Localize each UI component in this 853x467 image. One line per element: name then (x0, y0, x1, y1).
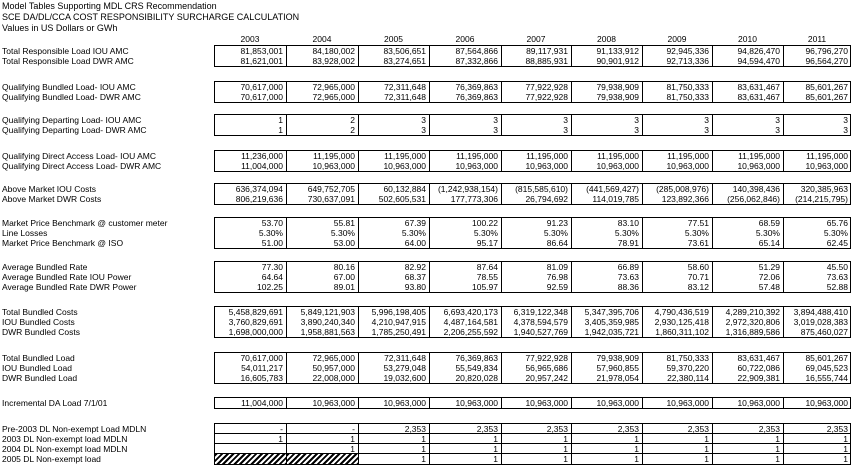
table-cell: 3 (493, 115, 498, 125)
table-cell: 83,506,651 (383, 46, 426, 56)
table-cell: 5.30% (614, 228, 639, 238)
table-cell: 3 (563, 125, 568, 135)
table-cell: 123,892,366 (661, 194, 709, 204)
table-cell: 5.30% (755, 228, 780, 238)
table-cell: 1 (775, 454, 780, 464)
table-cell: 72.06 (758, 272, 780, 282)
table-cell: 1 (421, 444, 426, 454)
table-cell: 1 (278, 115, 283, 125)
table-cell: 2,353 (546, 424, 568, 434)
table-cell: 2,353 (617, 424, 639, 434)
table-cell: 62.45 (826, 238, 848, 248)
table-cell: 77,922,928 (525, 353, 568, 363)
table-cell: (214,215,795) (795, 194, 848, 204)
table-cell: 64.00 (404, 238, 426, 248)
table-cell: (441,569,427) (586, 184, 639, 194)
table-cell: 53.00 (333, 238, 355, 248)
row-label: Pre-2003 DL Non-exempt Load MDLN (2, 424, 147, 434)
table-cell: 5,347,395,706 (584, 307, 639, 317)
table-cell: 1 (421, 454, 426, 464)
table-cell: 1 (563, 454, 568, 464)
table-cell: 10,963,000 (737, 161, 780, 171)
table-cell: 77,922,928 (525, 92, 568, 102)
table-cell: 81,853,001 (240, 46, 283, 56)
table-cell: 5.30% (258, 228, 283, 238)
table-cell: 55,549,834 (455, 363, 498, 373)
table-cell: 57.48 (758, 282, 780, 292)
table-cell: 3 (634, 125, 639, 135)
table-cell: 58.60 (687, 262, 709, 272)
table-cell: 91,133,912 (596, 46, 639, 56)
table-cell: 68.59 (758, 218, 780, 228)
table-cell: 91.23 (546, 218, 568, 228)
table-cell: 51.29 (758, 262, 780, 272)
table-cell: 3 (775, 125, 780, 135)
table-cell: 77.30 (261, 262, 283, 272)
table-cell: 10,963,000 (312, 161, 355, 171)
table-cell: 67.00 (333, 272, 355, 282)
table-cell: 88.36 (617, 282, 639, 292)
table-cell: 10,963,000 (455, 161, 498, 171)
table-cell: (815,585,610) (515, 184, 568, 194)
year-header: 2006 (455, 34, 475, 44)
table-cell: 10,963,000 (596, 398, 639, 408)
table-cell: 81,750,333 (666, 92, 709, 102)
table-cell: 11,195,000 (526, 151, 568, 161)
table-cell: 2 (350, 125, 355, 135)
table-cell (214, 454, 286, 464)
table-cell: 73.61 (687, 238, 709, 248)
table-cell: (1,242,938,154) (437, 184, 498, 194)
table-cell: 69,045,523 (805, 363, 848, 373)
table-cell: 22,008,000 (312, 373, 355, 383)
table-cell: 1 (350, 444, 355, 454)
sheet-title: Model Tables Supporting MDL CRS Recommendation (2, 1, 217, 11)
table-cell: 1,942,035,721 (584, 327, 639, 337)
table-cell: 1 (704, 434, 709, 444)
table-cell: 10,963,000 (596, 161, 639, 171)
table-cell: 72,965,000 (312, 82, 355, 92)
row-label: Qualifying Direct Access Load- DWR AMC (2, 161, 162, 171)
table-cell: 1 (704, 444, 709, 454)
row-label: Line Losses (2, 228, 48, 238)
table-cell: 3 (421, 115, 426, 125)
table-cell: 21,978,054 (596, 373, 639, 383)
table-cell: 10,963,000 (805, 161, 848, 171)
table-cell: 140,398,436 (732, 184, 780, 194)
table-cell: 730,637,091 (307, 194, 355, 204)
table-cell: 20,820,028 (455, 373, 498, 383)
table-cell: 76,369,863 (455, 353, 498, 363)
table-cell: 1 (775, 434, 780, 444)
table-cell: 649,752,705 (307, 184, 355, 194)
table-cell: 1 (563, 444, 568, 454)
table-cell: 1,785,250,491 (371, 327, 426, 337)
table-cell: 4,790,436,519 (654, 307, 709, 317)
table-cell: 54,011,217 (241, 363, 283, 373)
table-cell: 10,963,000 (455, 398, 498, 408)
table-cell: 72,311,648 (384, 353, 426, 363)
table-cell: 86.64 (546, 238, 568, 248)
table-cell: 89,117,931 (526, 46, 568, 56)
table-cell: 11,195,000 (738, 151, 780, 161)
year-header: 2010 (738, 34, 757, 44)
table-cell: 50,957,000 (312, 363, 355, 373)
table-cell: (285,008,976) (656, 184, 709, 194)
table-cell: 177,773,306 (450, 194, 498, 204)
row-label: Above Market IOU Costs (2, 184, 97, 194)
table-cell: 77,922,928 (525, 82, 568, 92)
table-cell: 70,617,000 (240, 82, 283, 92)
table-cell: 2,353 (476, 424, 498, 434)
table-cell: 90,901,912 (596, 56, 639, 66)
table-cell: 5.30% (401, 228, 426, 238)
row-label: DWR Bundled Load (2, 373, 78, 383)
table-cell: 78.55 (476, 272, 498, 282)
table-cell: 1 (421, 434, 426, 444)
table-cell: 3 (775, 115, 780, 125)
table-cell: 81.09 (546, 262, 568, 272)
table-cell: 11,236,000 (241, 151, 283, 161)
table-cell: 3 (704, 115, 709, 125)
table-cell: 81,750,333 (666, 353, 709, 363)
row-label: Total Bundled Load (2, 353, 75, 363)
table-cell: 5.30% (543, 228, 568, 238)
table-cell: 10,963,000 (312, 398, 355, 408)
table-cell: 6,319,122,348 (513, 307, 568, 317)
year-header: 2009 (667, 34, 687, 44)
table-cell: 45.50 (826, 262, 848, 272)
table-cell: 2,353 (758, 424, 780, 434)
table-cell: 1 (563, 434, 568, 444)
table-cell: 1 (843, 434, 848, 444)
table-cell: 1,958,881,563 (300, 327, 355, 337)
row-label: IOU Bundled Load (2, 363, 72, 373)
table-cell: 72,965,000 (312, 92, 355, 102)
table-cell: 1,860,311,102 (655, 327, 709, 337)
row-label: Total Responsible Load DWR AMC (2, 56, 134, 66)
table-cell: 83.10 (617, 218, 639, 228)
row-label: Market Price Benchmark @ ISO (2, 238, 124, 248)
table-cell: 16,555,744 (805, 373, 848, 383)
row-label: Average Bundled Rate (2, 262, 88, 272)
table-cell: 11,195,000 (667, 151, 709, 161)
year-header: 2007 (526, 34, 546, 44)
table-cell: 83,274,651 (383, 56, 426, 66)
row-label: IOU Bundled Costs (2, 317, 75, 327)
table-cell: 3,894,488,410 (793, 307, 848, 317)
table-cell: 11,195,000 (597, 151, 639, 161)
table-cell: 100.22 (472, 218, 498, 228)
table-cell: 79,938,909 (596, 353, 639, 363)
table-cell: 2,353 (826, 424, 848, 434)
row-label: Total Responsible Load IOU AMC (2, 46, 129, 56)
table-cell: 89.01 (333, 282, 355, 292)
table-cell: 81,621,001 (240, 56, 283, 66)
table-cell: 1 (775, 444, 780, 454)
table-cell: 1,316,889,586 (725, 327, 780, 337)
table-cell: 68.37 (404, 272, 426, 282)
table-cell: 3,760,829,691 (228, 317, 283, 327)
table-cell: 94,826,470 (737, 46, 780, 56)
table-cell: 3 (843, 125, 848, 135)
table-cell: 96,796,270 (805, 46, 848, 56)
table-cell: 5,849,121,903 (300, 307, 355, 317)
row-label: 2005 DL Non-exempt load (2, 454, 101, 464)
row-label: Average Bundled Rate IOU Power (2, 272, 132, 282)
table-cell: 52.88 (826, 282, 848, 292)
table-cell: 6,693,420,173 (443, 307, 498, 317)
table-cell: 10,963,000 (525, 398, 568, 408)
table-cell: 2 (350, 115, 355, 125)
table-cell: 85,601,267 (805, 92, 848, 102)
table-cell: 51.00 (261, 238, 283, 248)
table-cell: 65.14 (758, 238, 780, 248)
table-cell: 72,965,000 (312, 353, 355, 363)
table-cell: 5,458,829,691 (228, 307, 283, 317)
table-cell: 53,279,048 (383, 363, 426, 373)
table-cell: 2,972,320,806 (725, 317, 780, 327)
table-cell: 70,617,000 (240, 92, 283, 102)
table-cell: 1 (843, 444, 848, 454)
table-cell: 502,605,531 (378, 194, 426, 204)
table-cell: 93.80 (404, 282, 426, 292)
table-cell: 10,963,000 (383, 161, 426, 171)
row-label: Total Bundled Costs (2, 307, 78, 317)
table-cell: 67.39 (404, 218, 426, 228)
table-cell: 94,594,470 (737, 56, 780, 66)
table-cell: 3 (493, 125, 498, 135)
table-cell: 1 (634, 444, 639, 454)
table-cell: 92.59 (546, 282, 568, 292)
row-label: 2004 DL Non-exempt load MDLN (2, 444, 128, 454)
row-label: Incremental DA Load 7/1/01 (2, 398, 108, 408)
table-cell: 59,370,220 (666, 363, 709, 373)
table-cell: 5,996,198,405 (371, 307, 426, 317)
table-cell: 55.81 (333, 218, 355, 228)
table-cell: 1 (843, 454, 848, 464)
table-cell: 92,713,336 (666, 56, 709, 66)
table-cell: 72,311,648 (384, 92, 426, 102)
table-cell: 73.63 (826, 272, 848, 282)
table-cell: 1 (493, 434, 498, 444)
table-cell (286, 454, 358, 464)
table-cell: 636,374,094 (235, 184, 283, 194)
table-cell: 2,930,125,418 (654, 317, 709, 327)
table-cell: - (280, 424, 283, 434)
table-cell: 3 (563, 115, 568, 125)
table-cell: 11,195,000 (806, 151, 848, 161)
table-cell: 4,378,594,579 (513, 317, 568, 327)
table-cell: 11,004,000 (241, 161, 283, 171)
sheet-subtitle: SCE DA/DL/CCA COST RESPONSIBILITY SURCHARGE CALCULATION (2, 12, 300, 22)
table-cell: (256,062,846) (727, 194, 780, 204)
table-cell: 3 (843, 115, 848, 125)
table-cell: 105.97 (472, 282, 498, 292)
table-cell: 10,963,000 (666, 398, 709, 408)
table-cell: 1 (278, 125, 283, 135)
table-cell: 96,564,270 (805, 56, 848, 66)
table-cell: 10,963,000 (666, 161, 709, 171)
table-cell: 26,794,692 (525, 194, 568, 204)
row-label: Qualifying Departing Load- IOU AMC (2, 115, 142, 125)
row-label: Average Bundled Rate DWR Power (2, 282, 137, 292)
table-cell: 1 (634, 454, 639, 464)
table-cell: 84,180,002 (312, 46, 355, 56)
table-cell: 875,460,027 (800, 327, 848, 337)
table-cell: 78.91 (617, 238, 639, 248)
table-cell: 66.89 (617, 262, 639, 272)
sheet-units-note: Values in US Dollars or GWh (2, 23, 118, 33)
row-label: Qualifying Direct Access Load- IOU AMC (2, 151, 157, 161)
row-label: 2003 DL Non-exempt load MDLN (2, 434, 128, 444)
table-cell: 83,631,467 (737, 82, 780, 92)
row-label: Market Price Benchmark @ customer meter (2, 218, 168, 228)
table-cell: 20,957,242 (525, 373, 568, 383)
table-cell: 10,963,000 (737, 398, 780, 408)
table-cell: 76,369,863 (455, 82, 498, 92)
table-cell: 92,945,336 (666, 46, 709, 56)
table-cell: 4,289,210,392 (725, 307, 780, 317)
table-cell: 10,963,000 (525, 161, 568, 171)
table-cell: 87.64 (476, 262, 498, 272)
table-cell: 3,890,240,340 (300, 317, 355, 327)
table-cell: 114,019,785 (592, 194, 639, 204)
table-cell: 11,195,000 (313, 151, 355, 161)
table-cell: 87,564,866 (455, 46, 498, 56)
table-cell: 1 (350, 434, 355, 444)
table-cell: 83,631,467 (737, 353, 780, 363)
table-cell: 72,311,648 (384, 82, 426, 92)
table-cell: 57,960,855 (596, 363, 639, 373)
row-label: Above Market DWR Costs (2, 194, 102, 204)
year-header: 2011 (807, 34, 827, 44)
table-cell: 2,353 (687, 424, 709, 434)
table-cell: 3 (421, 125, 426, 135)
table-cell: 3,019,028,383 (793, 317, 848, 327)
table-cell: 1 (634, 434, 639, 444)
table-cell: 3 (634, 115, 639, 125)
table-cell: 82.92 (404, 262, 426, 272)
table-cell: 11,004,000 (241, 398, 283, 408)
table-cell: 73.63 (617, 272, 639, 282)
table-cell: 53.70 (261, 218, 283, 228)
year-header: 2003 (240, 34, 260, 44)
table-cell: 22,380,114 (667, 373, 709, 383)
row-label: Qualifying Departing Load- DWR AMC (2, 125, 147, 135)
table-cell: 79,938,909 (596, 82, 639, 92)
table-cell: 70,617,000 (240, 353, 283, 363)
table-cell: 102.25 (257, 282, 283, 292)
table-cell: 56,965,686 (525, 363, 568, 373)
table-cell: 87,332,866 (455, 56, 498, 66)
table-cell: 85,601,267 (805, 82, 848, 92)
table-cell: 76.98 (546, 272, 568, 282)
year-header: 2004 (312, 34, 332, 44)
table-cell: 1 (493, 444, 498, 454)
table-cell: 83.12 (687, 282, 709, 292)
year-header: 2005 (384, 34, 403, 44)
table-cell: 320,385,963 (800, 184, 848, 194)
table-cell: 65.76 (826, 218, 848, 228)
year-header: 2008 (597, 34, 616, 44)
table-cell: 19,032,600 (383, 373, 426, 383)
table-cell: 60,132,884 (383, 184, 426, 194)
table-cell: 10,963,000 (383, 398, 426, 408)
table-cell: 5.30% (473, 228, 498, 238)
table-cell: 1,940,527,769 (513, 327, 568, 337)
table-cell: 1 (278, 434, 283, 444)
table-cell: 83,631,467 (737, 92, 780, 102)
table-cell: 88,885,931 (525, 56, 568, 66)
table-cell: 11,195,000 (384, 151, 426, 161)
table-cell: 77.51 (687, 218, 709, 228)
table-cell: 1,698,000,000 (228, 327, 283, 337)
table-cell: 11,195,000 (456, 151, 498, 161)
table-cell: 60,722,086 (737, 363, 780, 373)
table-cell: 83,928,002 (312, 56, 355, 66)
table-cell: 4,210,947,915 (371, 317, 426, 327)
table-cell: 10,963,000 (805, 398, 848, 408)
table-cell: 5.30% (330, 228, 355, 238)
table-cell: 16,605,783 (240, 373, 283, 383)
table-cell: 5.30% (823, 228, 848, 238)
table-cell: 1 (704, 454, 709, 464)
row-label: Qualifying Bundled Load- DWR AMC (2, 92, 141, 102)
table-cell: 85,601,267 (805, 353, 848, 363)
table-cell: 64.64 (261, 272, 283, 282)
row-label: DWR Bundled Costs (2, 327, 80, 337)
table-cell: 3 (704, 125, 709, 135)
table-cell: 95.17 (476, 238, 498, 248)
table-cell: 79,938,909 (596, 92, 639, 102)
table-cell: 2,206,255,592 (443, 327, 498, 337)
table-cell: 806,219,636 (235, 194, 283, 204)
table-cell: 1 (493, 454, 498, 464)
table-cell: 3,405,359,985 (584, 317, 639, 327)
row-label: Qualifying Bundled Load- IOU AMC (2, 82, 136, 92)
table-cell: 22,909,381 (737, 373, 780, 383)
table-cell: 5.30% (684, 228, 709, 238)
table-cell: 80.16 (333, 262, 355, 272)
table-cell: 70.71 (687, 272, 709, 282)
table-cell: 4,487,164,581 (443, 317, 498, 327)
table-cell: 76,369,863 (455, 92, 498, 102)
table-cell: - (352, 424, 355, 434)
table-cell: 81,750,333 (666, 82, 709, 92)
table-cell: 2,353 (404, 424, 426, 434)
